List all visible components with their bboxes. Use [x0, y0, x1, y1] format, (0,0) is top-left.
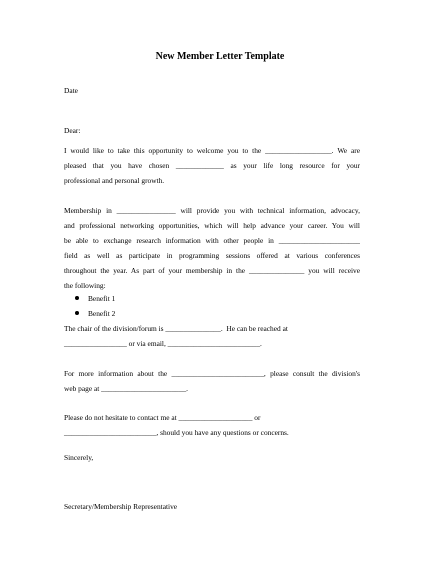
paragraph-5-line-2: _________________________, should you have any questions or concerns.	[64, 428, 289, 437]
paragraph-5-line-1: Please do not hesitate to contact me at ____________________ or	[64, 413, 261, 422]
paragraph-2-line-1: Membership in ________________ will provide you with technical information, advocacy,	[64, 206, 360, 215]
date-line: Date	[64, 86, 78, 95]
bullet-icon	[75, 311, 79, 315]
paragraph-1-line-2: pleased that you have chosen _____________ as your life long resource for your	[64, 161, 360, 170]
signature: Secretary/Membership Representative	[64, 502, 178, 511]
paragraph-2-line-5: throughout the year. As part of your membership in the _______________ you will receive	[64, 266, 360, 275]
paragraph-4-line-1: For more information about the _________________________, please consult the division's	[64, 369, 360, 378]
benefit-item	[75, 294, 115, 303]
paragraph-2-line-3: be able to exchange research information with other people in ______________________	[64, 236, 360, 245]
paragraph-1-line-1: I would like to take this opportunity to welcome you to the __________________. We are	[64, 146, 360, 155]
benefit-label: Benefit 2	[88, 309, 116, 318]
paragraph-2-line-4: field as well as participate in programming sessions offered at various conferences	[64, 251, 360, 260]
paragraph-2-line-6: the following:	[64, 281, 106, 290]
paragraph-3-line-1: The chair of the division/forum is _______________. He can be reached at	[64, 324, 288, 333]
paragraph-2-line-2: and professional networking opportunities, which will help advance your career. You will	[64, 221, 360, 230]
paragraph-4-line-2: web page at _______________________.	[64, 384, 188, 393]
closing: Sincerely,	[64, 453, 94, 462]
bullet-icon	[75, 296, 79, 300]
benefit-label: Benefit 1	[88, 294, 116, 303]
document-title: New Member Letter Template	[155, 51, 285, 62]
benefit-item	[75, 309, 115, 318]
paragraph-3-line-2: _________________ or via email, _________________________.	[64, 339, 262, 348]
salutation: Dear:	[64, 126, 81, 135]
paragraph-1-line-3: professional and personal growth.	[64, 176, 165, 185]
